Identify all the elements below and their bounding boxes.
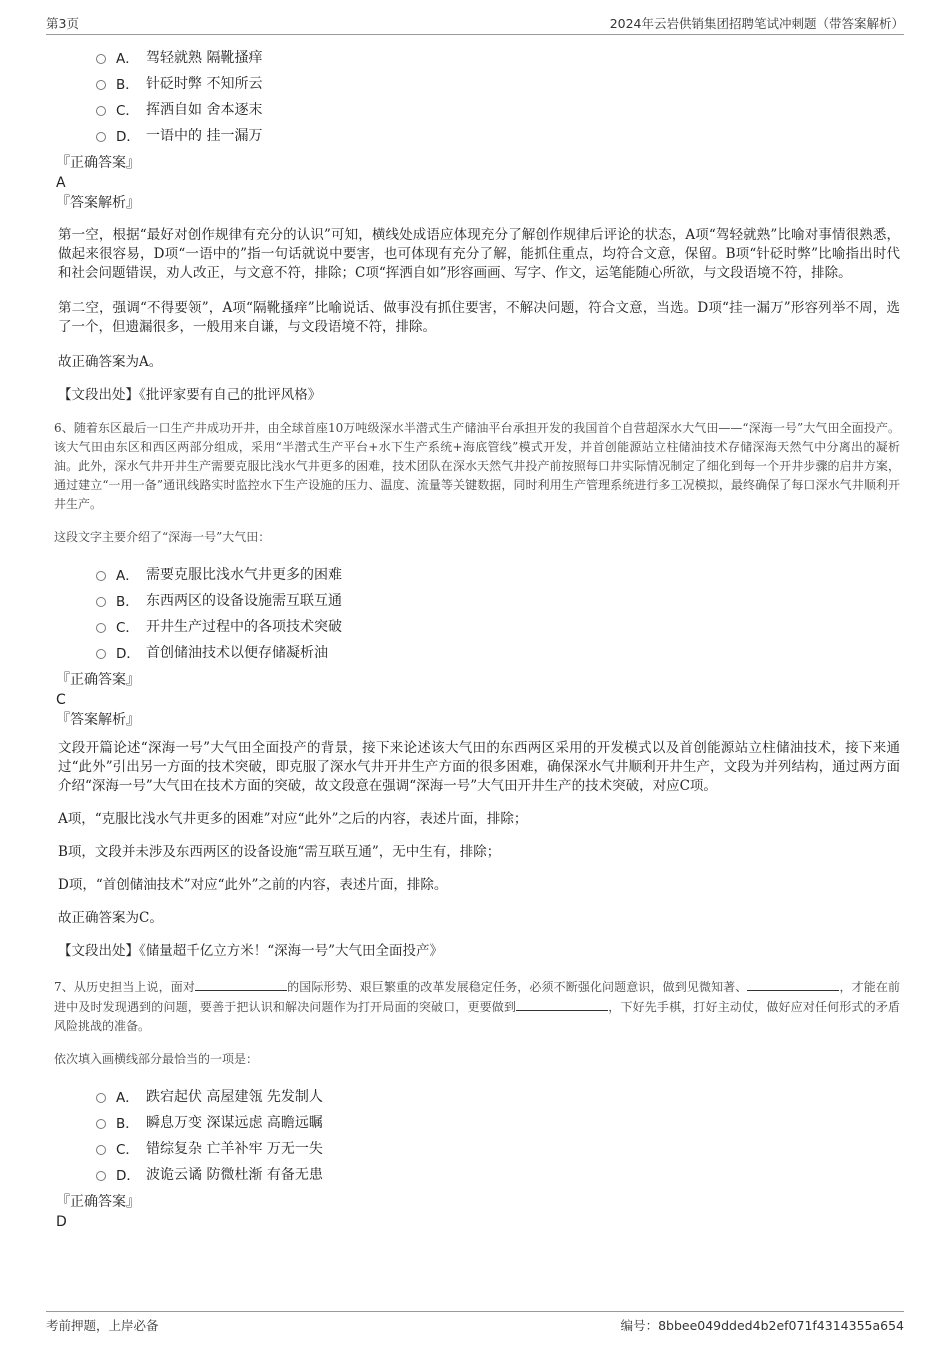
q6-source: 【文段出处】《储量超千亿立方米！“深海一号”大气田全面投产》 (58, 943, 444, 959)
radio-icon[interactable] (96, 623, 106, 633)
q6-analysis-1: 文段开篇论述“深海一号”大气田全面投产的背景，接下来论述该大气田的东西两区采用的开发模式以及首创能源站立柱储油技术，接下来通过“此外”引出另一方面的技术突破，即克服了深水气井开井生产方面的很多困难，确保深水气井顺利开井生产，文段为并列结构，通过两方面介绍“深海一号”大气田在技术方面的突破，故文段意在强调“深海一号”大气田开井生产的技术突破，对应C项。 (58, 740, 900, 794)
document-title: 2024年云岩供销集团招聘笔试冲刺题（带答案解析） (609, 16, 904, 31)
radio-icon[interactable] (96, 1171, 106, 1181)
q6-analysis-4: D项，“首创储油技术”对应“此外”之前的内容，表述片面，排除。 (58, 877, 448, 893)
document-id: 编号：8bbee049dded4b2ef071f4314355a654 (620, 1318, 904, 1333)
q5-source: 【文段出处】《批评家要有自己的批评风格》 (58, 387, 322, 403)
radio-icon[interactable] (96, 649, 106, 659)
q6-stem: 6、随着东区最后一口生产井成功开井，由全球首座10万吨级深水半潜式生产储油平台承担开发的我国首个自营超深水大气田——“深海一号”大气田全面投产。该大气田由东区和西区两部分组成，采用“半潜式生产平台+水下生产系统+海底管线”模式开发，并首创能源站立柱储油技术存储深海天然气中分离出的凝析油。此外，深水气井开井生产需要克服比浅水气井更多的困难，技术团队在深水天然气井投产前按照每口井实际情况制定了细化到每一个开井步骤的启井方案，通过建立“一用一备”通讯线路实时监控水下生产设施的压力、温度、流量等关键数据，同时利用生产管理系统进行多工况模拟，最终确保了每口深水气井顺利开井生产。 (54, 421, 900, 511)
q7-option-b[interactable]: B． 瞬息万变 深谋远虑 高瞻远瞩 (96, 1109, 900, 1135)
q7-option-d[interactable]: D． 波诡云谲 防微杜渐 有备无患 (96, 1161, 900, 1187)
q5-analysis-3: 故正确答案为A。 (58, 354, 163, 370)
q7-option-c[interactable]: C． 错综复杂 亡羊补牢 万无一失 (96, 1135, 900, 1161)
q6-option-b[interactable]: B． 东西两区的设备设施需互联互通 (96, 587, 900, 613)
blank-line-1[interactable] (195, 977, 287, 991)
radio-icon[interactable] (96, 571, 106, 581)
q5-option-c[interactable]: C． 挥洒自如 舍本逐末 (96, 96, 900, 122)
q6-option-d[interactable]: D． 首创储油技术以便存储凝析油 (96, 639, 900, 665)
q5-answer: A (56, 175, 66, 191)
radio-icon[interactable] (96, 1119, 106, 1129)
page-footer (46, 1311, 904, 1334)
q6-answer: C (56, 692, 66, 708)
radio-icon[interactable] (96, 1145, 106, 1155)
q7-answer-label: 『正确答案』 (56, 1194, 140, 1210)
q6-option-a[interactable]: A． 需要克服比浅水气井更多的困难 (96, 561, 900, 587)
q6-option-c[interactable]: C． 开井生产过程中的各项技术突破 (96, 613, 900, 639)
page-number: 第3页 (46, 16, 79, 31)
radio-icon[interactable] (96, 80, 106, 90)
q5-analysis-2: 第二空，强调“不得要领”，A项“隔靴搔痒”比喻说话、做事没有抓住要害，不解决问题，符合文意，当选。D项“挂一漏万”形容列举不周，选了一个，但遗漏很多，一般用来自谦，与文段语境不符，排除。 (58, 300, 900, 335)
blank-line-2[interactable] (747, 977, 839, 991)
q5-analysis-1: 第一空，根据“最好对创作规律有充分的认识”可知，横线处成语应体现充分了解创作规律后评论的状态，A项“驾轻就熟”比喻对事情很熟悉，做起来很容易，D项“一语中的”指一句话就说中要害，也可体现有充分了解，能抓住重点，均符合文意，保留。B项“针砭时弊”比喻指出时代和社会问题错误，劝人改正，与文意不符，排除；C项“挥洒自如”形容画画、写字、作文，运笔能随心所欲，与文段语境不符，排除。 (58, 227, 900, 281)
q5-option-d[interactable]: D． 一语中的 挂一漏万 (96, 122, 900, 148)
q7-answer: D (56, 1214, 67, 1230)
q5-option-a[interactable]: A． 驾轻就熟 隔靴搔痒 (96, 44, 900, 70)
page-header (46, 14, 904, 35)
q7-stem: 7、从历史担当上说，面对 的国际形势、艰巨繁重的改革发展稳定任务，必须不断强化问题意识，做到见微知著、 ，才能在前进中及时发现遇到的问题，要善于把认识和解决问题作为打开局面的突破口，更要做到 ，下好先手棋，打好主动仗，做好应对任何形式的矛盾风险挑战的准备。 (54, 977, 900, 1036)
radio-icon[interactable] (96, 1093, 106, 1103)
page-content (56, 44, 900, 1231)
q7-options (96, 1083, 900, 1187)
radio-icon[interactable] (96, 54, 106, 64)
q5-options (96, 44, 900, 148)
q6-options (96, 561, 900, 665)
q5-answer-label: 『正确答案』 (56, 155, 140, 171)
blank-line-3[interactable] (516, 997, 608, 1011)
q7-option-a[interactable]: A． 跌宕起伏 高屋建瓴 先发制人 (96, 1083, 900, 1109)
q7-question: 依次填入画横线部分最恰当的一项是： (54, 1052, 259, 1066)
q6-analysis-3: B项，文段并未涉及东西两区的设备设施“需互联互通”，无中生有，排除； (58, 844, 501, 860)
q6-question: 这段文字主要介绍了“深海一号”大气田： (54, 530, 271, 544)
radio-icon[interactable] (96, 106, 106, 116)
footer-slogan: 考前押题，上岸必备 (46, 1318, 159, 1333)
radio-icon[interactable] (96, 597, 106, 607)
q5-option-b[interactable]: B． 针砭时弊 不知所云 (96, 70, 900, 96)
q5-analysis-label: 『答案解析』 (56, 195, 140, 211)
q6-analysis-2: A项，“克服比浅水气井更多的困难”对应“此外”之后的内容，表述片面，排除； (58, 811, 528, 827)
q6-analysis-5: 故正确答案为C。 (58, 910, 163, 926)
radio-icon[interactable] (96, 132, 106, 142)
q6-analysis-label: 『答案解析』 (56, 712, 140, 728)
q6-answer-label: 『正确答案』 (56, 672, 140, 688)
